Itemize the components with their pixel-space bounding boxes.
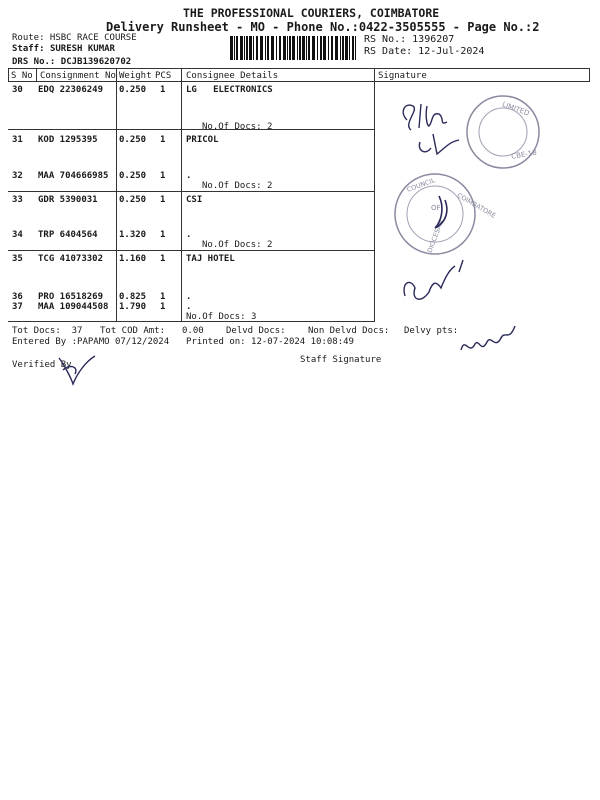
delivery-points: Delvy pts: [404,326,459,336]
rs-number: RS No.: 1396207 [364,34,455,45]
staff-name: SURESH KUMAR [49,44,115,54]
row-consignment: MAA 109044508 [38,302,109,312]
non-delivered-docs: Non Delvd Docs: [308,326,390,336]
stamp2-text-top: COUNCIL [405,176,437,194]
row-pcs: 1 [160,85,166,95]
row-consignee: CSI [186,195,203,205]
verified-by: Verified By [12,360,72,370]
stamp-company [467,96,539,168]
row-sno: 34 [12,230,23,240]
total-docs: Tot Docs: 37 [12,326,83,336]
col-header-consignment: Consignment No [40,71,116,81]
stamp2-text-right: COIMBATORE [455,191,498,220]
col-header-pcs: PCS [155,71,172,81]
delivered-docs: Delvd Docs: [226,326,286,336]
row-consignment: MAA 704666985 [38,171,109,181]
rs-date: RS Date: 12-Jul-2024 [364,46,485,57]
row-sno: 35 [12,254,23,264]
row-pcs: 1 [160,292,166,302]
signature-area [375,82,590,322]
barcode [230,36,358,60]
row-sno: 30 [12,85,23,95]
row-pcs: 1 [160,135,166,145]
staff-line [12,44,115,54]
company-name: THE PROFESSIONAL COURIERS, COIMBATORE [183,6,440,20]
row-pcs: 1 [160,171,166,181]
signature-3 [404,260,463,299]
signature-1 [403,104,447,130]
entered-by: Entered By :PAPAMO 07/12/2024 [12,337,170,347]
stamp1-text-top: LIMITED [501,100,531,118]
row-consignee: . [186,292,192,302]
row-consignment: TCG 41073302 [38,254,104,264]
drs-label: DRS No.: [12,57,56,67]
row-consignment: TRP 6404564 [38,230,98,240]
docs-note: No.Of Docs: 2 [202,240,273,250]
row-consignment: EDQ 22306249 [38,85,104,95]
stamp2-text-left: DIOCESAN [425,218,445,254]
row-pcs: 1 [160,195,166,205]
row-pcs: 1 [160,302,166,312]
row-weight: 1.160 [119,254,147,264]
row-consignee: . [186,171,192,181]
row-pcs: 1 [160,230,166,240]
row-consignment: PRO 16518269 [38,292,104,302]
row-sno: 32 [12,171,23,181]
row-sno: 33 [12,195,23,205]
runsheet-title: Delivery Runsheet - MO - Phone No.:0422-3505555 - Page No.:2 [106,20,540,34]
total-cod-amount: 0.00 [182,326,204,336]
docs-note: No.Of Docs: 3 [186,312,257,322]
row-weight: 0.250 [119,85,147,95]
row-consignment: GDR 5390031 [38,195,98,205]
signature-verifier [55,352,105,388]
row-pcs: 1 [160,254,166,264]
printed-on: Printed on: 12-07-2024 10:08:49 [186,337,354,347]
row-consignee: . [186,230,192,240]
col-header-sno: S No [11,71,33,81]
row-consignment: KOD 1295395 [38,135,98,145]
route: Route: HSBC RACE COURSE [12,33,137,43]
row-consignee: PRICOL [186,135,219,145]
signature-2 [419,134,459,154]
col-header-signature: Signature [378,71,427,81]
drs-number: DCJB139620702 [60,57,132,67]
row-sno: 31 [12,135,23,145]
row-consignee: LG ELECTRONICS [186,85,273,95]
col-header-consignee: Consignee Details [186,71,279,81]
total-cod-label: Tot COD Amt: [100,326,166,336]
col-header-weight: Weight [119,71,152,81]
row-weight: 0.250 [119,135,147,145]
row-weight: 0.825 [119,292,147,302]
row-weight: 1.320 [119,230,147,240]
stamp-diocesan [395,174,497,254]
row-sno: 36 [12,292,23,302]
row-sno: 37 [12,302,23,312]
row-consignee: . [186,302,192,312]
stamp1-text-bottom: CBE-18 [510,148,538,161]
row-weight: 0.250 [119,195,147,205]
drs-line [12,57,131,67]
stamp2-text-center: OF [431,204,441,212]
row-weight: 0.250 [119,171,147,181]
docs-note: No.Of Docs: 2 [202,122,273,132]
signature-4 [455,316,525,366]
staff-signature-label: Staff Signature [300,355,382,365]
staff-label: Staff: [12,44,45,54]
row-consignee: TAJ HOTEL [186,254,235,264]
docs-note: No.Of Docs: 2 [202,181,273,191]
row-weight: 1.790 [119,302,147,312]
